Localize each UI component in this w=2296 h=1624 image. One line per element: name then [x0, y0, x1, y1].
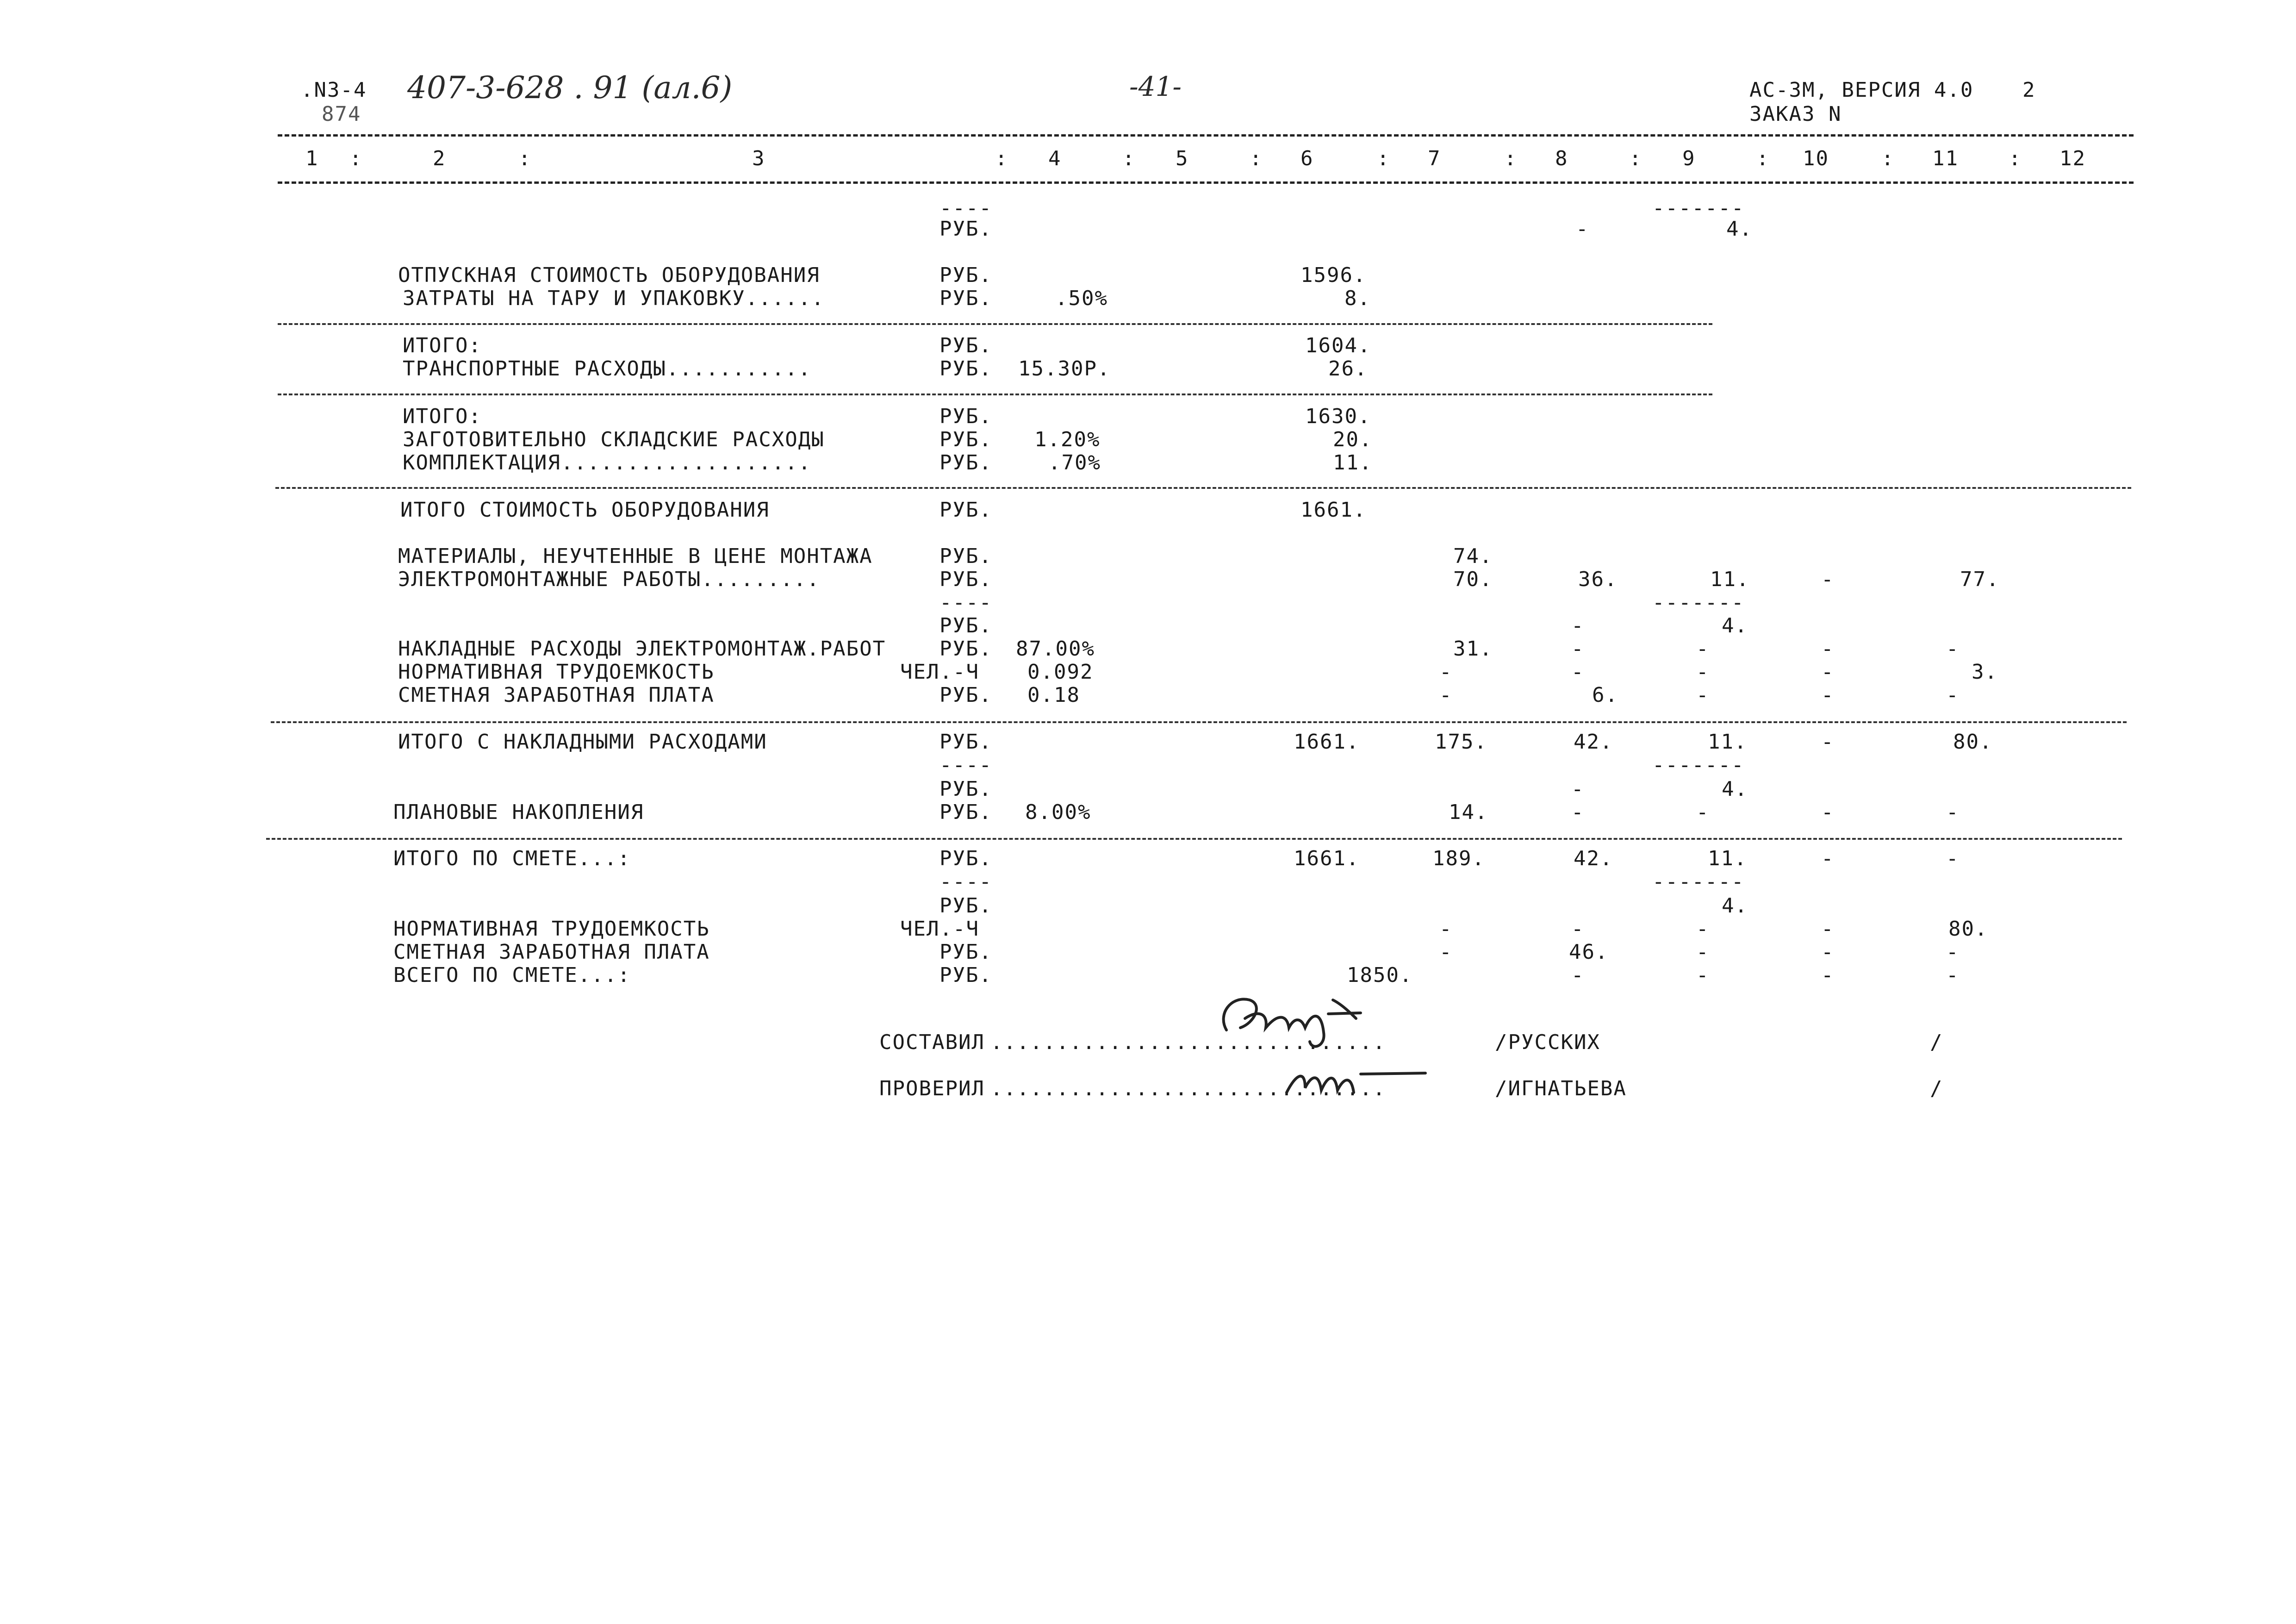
- row-unit: ----: [940, 753, 992, 777]
- col-separator: :: [1250, 147, 1263, 170]
- row-col4: .70%: [1048, 451, 1101, 475]
- row-label: ИТОГО:: [403, 334, 482, 357]
- checked-by-dots: ..............................: [990, 1077, 1386, 1100]
- table-row: [0, 941, 2296, 964]
- row-col10: -: [1821, 730, 1835, 754]
- checked-by-label: ПРОВЕРИЛ: [879, 1077, 985, 1100]
- col-number-5: 5: [1176, 147, 1189, 170]
- row-col6: 20.: [1333, 428, 1373, 451]
- row-col9: 4.: [1722, 777, 1748, 801]
- page-number-handwritten: -41-: [1129, 71, 1182, 102]
- row-col7: -: [1439, 683, 1453, 707]
- col-number-1: 1: [305, 147, 319, 170]
- table-row: [0, 357, 2296, 381]
- row-col11: -: [1946, 940, 1960, 964]
- row-unit: РУБ.: [940, 428, 992, 451]
- row-label: ТРАНСПОРТНЫЕ РАСХОДЫ...........: [403, 357, 812, 381]
- row-col11: -: [1946, 683, 1960, 707]
- row-label: ВСЕГО ПО СМЕТЕ...:: [393, 963, 631, 987]
- row-label: ЭЛЕКТРОМОНТАЖНЫЕ РАБОТЫ.........: [398, 568, 820, 591]
- row-label: ИТОГО ПО СМЕТЕ...:: [393, 847, 631, 870]
- col-number-9: 9: [1682, 147, 1696, 170]
- compiled-by-dots: ..............................: [990, 1031, 1386, 1054]
- row-col4: 8.00%: [1025, 800, 1091, 824]
- col-number-4: 4: [1048, 147, 1062, 170]
- row-label: ЗАТРАТЫ НА ТАРУ И УПАКОВКУ......: [403, 287, 825, 310]
- row-col6: 26.: [1328, 357, 1368, 381]
- table-row: [0, 405, 2296, 428]
- row-label: ИТОГО С НАКЛАДНЫМИ РАСХОДАМИ: [398, 730, 767, 754]
- row-unit: РУБ.: [940, 730, 992, 754]
- col-separator: :: [518, 147, 532, 170]
- row-col9: 4.: [1722, 614, 1748, 637]
- row-label: СМЕТНАЯ ЗАРАБОТНАЯ ПЛАТА: [393, 940, 710, 964]
- table-row: [0, 847, 2296, 870]
- row-label: КОМПЛЕКТАЦИЯ...................: [403, 451, 812, 475]
- row-col11: -: [1946, 963, 1960, 987]
- row-label: ЗАГОТОВИТЕЛЬНО СКЛАДСКИЕ РАСХОДЫ: [403, 428, 825, 451]
- table-row: [0, 218, 2296, 241]
- row-unit: РУБ.: [940, 287, 992, 310]
- row-col8: -: [1571, 963, 1585, 987]
- row-col11: -: [1946, 847, 1960, 870]
- table-row: [0, 591, 2296, 614]
- row-col8: -: [1571, 660, 1585, 684]
- row-col10: -: [1821, 660, 1835, 684]
- row-col11: 80.: [1953, 730, 1993, 754]
- table-row: [0, 731, 2296, 754]
- row-col7: -: [1439, 940, 1453, 964]
- row-unit: РУБ.: [940, 777, 992, 801]
- col-separator: :: [1122, 147, 1136, 170]
- row-col9: -: [1696, 917, 1710, 941]
- row-col8: -: [1571, 777, 1585, 801]
- col-separator: :: [1881, 147, 1895, 170]
- row-col10: -: [1821, 683, 1835, 707]
- row-label: ОТПУСКНАЯ СТОИМОСТЬ ОБОРУДОВАНИЯ: [398, 263, 820, 287]
- col-separator: :: [2009, 147, 2022, 170]
- row-col8: 6.: [1592, 683, 1618, 707]
- row-unit: ----: [940, 870, 992, 893]
- row-unit: РУБ.: [940, 357, 992, 381]
- row-col8: 42.: [1574, 847, 1613, 870]
- row-col11: 77.: [1960, 568, 2000, 591]
- row-col10: -: [1821, 940, 1835, 964]
- row-col4: 1.20%: [1034, 428, 1101, 451]
- row-col7: 189.: [1432, 847, 1485, 870]
- table-row: [0, 778, 2296, 801]
- col-separator: :: [349, 147, 363, 170]
- table-row: [0, 870, 2296, 893]
- row-col8: 46.: [1569, 940, 1609, 964]
- row-col8: -: [1571, 614, 1585, 637]
- col-number-7: 7: [1428, 147, 1441, 170]
- row-col8: -: [1571, 800, 1585, 824]
- row-col9: -------: [1652, 196, 1745, 220]
- row-col6: 1596.: [1300, 263, 1367, 287]
- row-label: НОРМАТИВНАЯ ТРУДОЕМКОСТЬ: [398, 660, 715, 684]
- row-label: ИТОГО СТОИМОСТЬ ОБОРУДОВАНИЯ: [400, 498, 770, 522]
- row-unit: РУБ.: [940, 498, 992, 522]
- col-number-12: 12: [2060, 147, 2086, 170]
- row-unit: РУБ.: [940, 263, 992, 287]
- row-col9: -------: [1652, 753, 1745, 777]
- row-col6: 1661.: [1294, 847, 1360, 870]
- row-col9: -: [1696, 637, 1710, 661]
- row-col7: 175.: [1435, 730, 1487, 754]
- row-unit: РУБ.: [940, 217, 992, 241]
- col-number-3: 3: [752, 147, 765, 170]
- order-number: ЗАКАЗ N: [1749, 102, 1842, 126]
- row-unit: ЧЕЛ.-Ч: [900, 917, 979, 941]
- row-col7: 14.: [1449, 800, 1488, 824]
- table-row: [0, 754, 2296, 777]
- col-separator: :: [1377, 147, 1390, 170]
- program-page: 2: [2022, 78, 2036, 102]
- col-number-2: 2: [433, 147, 446, 170]
- row-label: ПЛАНОВЫЕ НАКОПЛЕНИЯ: [393, 800, 644, 824]
- doc-code-sub: 874: [322, 102, 361, 126]
- compiled-by-name: /РУССКИХ: [1495, 1031, 1600, 1054]
- row-col6: 1661.: [1300, 498, 1367, 522]
- col-number-10: 10: [1803, 147, 1829, 170]
- table-row: [0, 964, 2296, 987]
- row-col8: -: [1576, 217, 1589, 241]
- row-label: МАТЕРИАЛЫ, НЕУЧТЕННЫЕ В ЦЕНЕ МОНТАЖА: [398, 544, 873, 568]
- row-unit: РУБ.: [940, 614, 992, 637]
- row-col4: 0.18: [1027, 683, 1080, 707]
- col-number-6: 6: [1300, 147, 1314, 170]
- row-label: НАКЛАДНЫЕ РАСХОДЫ ЭЛЕКТРОМОНТАЖ.РАБОТ: [398, 637, 886, 661]
- row-unit: РУБ.: [940, 451, 992, 475]
- table-row: [0, 197, 2296, 220]
- col-separator: :: [1756, 147, 1770, 170]
- row-unit: РУБ.: [940, 334, 992, 357]
- row-col8: -: [1571, 917, 1585, 941]
- row-col4: 87.00%: [1016, 637, 1095, 661]
- compiled-by-label: СОСТАВИЛ: [879, 1031, 985, 1054]
- row-col4: .50%: [1055, 287, 1108, 310]
- table-row: [0, 637, 2296, 661]
- row-col11: 3.: [1972, 660, 1998, 684]
- table-row: [0, 451, 2296, 475]
- row-col9: 4.: [1722, 894, 1748, 918]
- row-col9: 11.: [1708, 730, 1748, 754]
- table-row: [0, 287, 2296, 310]
- row-unit: РУБ.: [940, 544, 992, 568]
- table-row: [0, 614, 2296, 637]
- table-row: [0, 545, 2296, 568]
- compiled-by-signature: [1213, 986, 1407, 1056]
- row-col10: -: [1821, 917, 1835, 941]
- row-col9: -------: [1652, 591, 1745, 614]
- row-col10: -: [1821, 800, 1835, 824]
- checked-by-name: /ИГНАТЬЕВА: [1495, 1077, 1627, 1100]
- row-unit: ЧЕЛ.-Ч: [900, 660, 979, 684]
- row-col9: -: [1696, 660, 1710, 684]
- row-col6: 1850.: [1347, 963, 1413, 987]
- program-version: АС-3М, ВЕРСИЯ 4.0: [1749, 78, 1974, 102]
- row-col11: -: [1946, 637, 1960, 661]
- row-col9: -: [1696, 683, 1710, 707]
- row-col7: 31.: [1453, 637, 1493, 661]
- row-col6: 8.: [1344, 287, 1371, 310]
- table-row: [0, 894, 2296, 918]
- row-col6: 1630.: [1305, 405, 1371, 428]
- row-col11: -: [1946, 800, 1960, 824]
- row-col4: 15.30Р.: [1018, 357, 1111, 381]
- table-row: [0, 334, 2296, 357]
- row-unit: РУБ.: [940, 847, 992, 870]
- compiled-by-slash: /: [1930, 1031, 1943, 1054]
- row-col7: 74.: [1453, 544, 1493, 568]
- row-unit: ----: [940, 196, 992, 220]
- row-col6: 1661.: [1294, 730, 1360, 754]
- doc-handwritten: 407-3-628 . 91 (ал.6): [407, 70, 733, 106]
- row-col9: -: [1696, 800, 1710, 824]
- col-number-11: 11: [1932, 147, 1959, 170]
- row-col10: -: [1821, 963, 1835, 987]
- table-row: [0, 499, 2296, 522]
- col-separator: :: [1629, 147, 1643, 170]
- row-col11: 80.: [1948, 917, 1988, 941]
- row-label: ИТОГО:: [403, 405, 482, 428]
- row-unit: ----: [940, 591, 992, 614]
- table-row: [0, 801, 2296, 824]
- table-row: [0, 568, 2296, 591]
- row-unit: РУБ.: [940, 940, 992, 964]
- table-row: [0, 428, 2296, 451]
- row-col10: -: [1821, 637, 1835, 661]
- col-number-8: 8: [1555, 147, 1568, 170]
- checked-by-slash: /: [1930, 1077, 1943, 1100]
- row-col9: -------: [1652, 870, 1745, 893]
- row-unit: РУБ.: [940, 637, 992, 661]
- table-row: [0, 684, 2296, 707]
- row-unit: РУБ.: [940, 894, 992, 918]
- row-col8: -: [1571, 637, 1585, 661]
- row-label: НОРМАТИВНАЯ ТРУДОЕМКОСТЬ: [393, 917, 710, 941]
- row-col6: 11.: [1333, 451, 1373, 475]
- row-label: СМЕТНАЯ ЗАРАБОТНАЯ ПЛАТА: [398, 683, 715, 707]
- row-unit: РУБ.: [940, 963, 992, 987]
- row-col7: -: [1439, 660, 1453, 684]
- table-row: [0, 264, 2296, 287]
- row-col7: -: [1439, 917, 1453, 941]
- table-row: [0, 661, 2296, 684]
- row-col9: -: [1696, 963, 1710, 987]
- row-col10: -: [1821, 568, 1835, 591]
- row-col9: 4.: [1726, 217, 1753, 241]
- col-separator: :: [1504, 147, 1518, 170]
- row-col8: 42.: [1574, 730, 1613, 754]
- row-unit: РУБ.: [940, 568, 992, 591]
- doc-code: .N3-4: [301, 78, 367, 102]
- row-col9: 11.: [1708, 847, 1748, 870]
- row-unit: РУБ.: [940, 683, 992, 707]
- row-col8: 36.: [1578, 568, 1618, 591]
- row-col6: 1604.: [1305, 334, 1371, 357]
- col-separator: :: [995, 147, 1008, 170]
- row-unit: РУБ.: [940, 405, 992, 428]
- row-col10: -: [1821, 847, 1835, 870]
- checked-by-signature: [1277, 1056, 1444, 1106]
- table-row: [0, 918, 2296, 941]
- row-col7: 70.: [1453, 568, 1493, 591]
- row-col9: 11.: [1710, 568, 1750, 591]
- row-col9: -: [1696, 940, 1710, 964]
- row-col4: 0.092: [1027, 660, 1094, 684]
- row-unit: РУБ.: [940, 800, 992, 824]
